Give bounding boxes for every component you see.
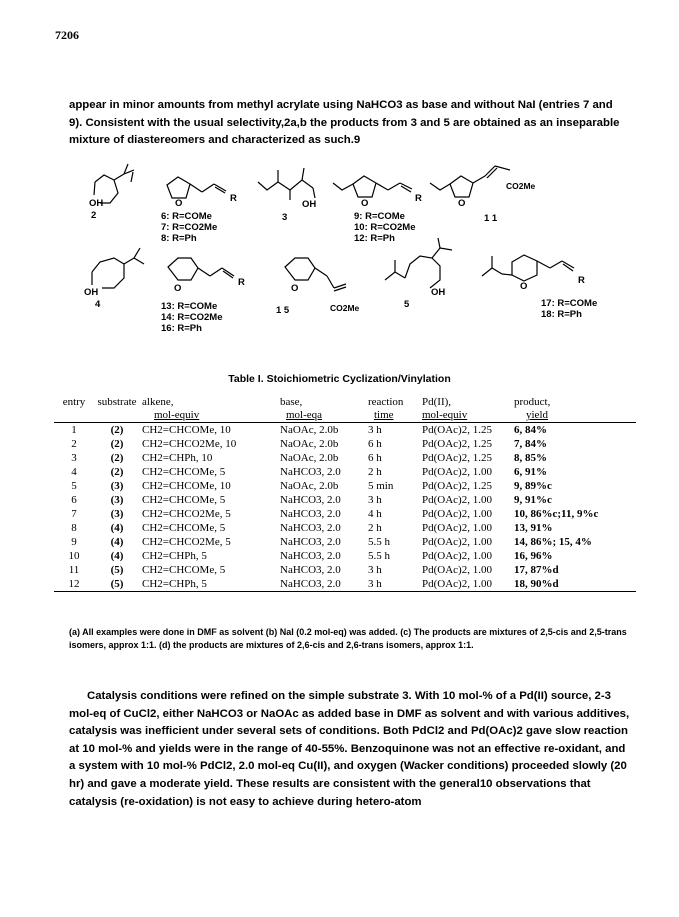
header-alkene: alkene, bbox=[142, 396, 174, 408]
header-product: product, bbox=[514, 396, 551, 408]
table-row: 1 (2) CH2=CHCOMe, 10 NaOAc, 2.0b 3 h Pd(OAc)2, 1.25 6, 84% bbox=[71, 424, 547, 436]
atom-r-17: R bbox=[578, 275, 585, 286]
results-table bbox=[54, 396, 636, 592]
atom-r-6: R bbox=[230, 193, 237, 204]
table-row: 6 (3) CH2=CHCOMe, 5 NaHCO3, 2.0 3 h Pd(OAc)2, 1.00 9, 91%c bbox=[71, 494, 552, 506]
label-13: 13: R=COMe bbox=[161, 301, 218, 312]
label-14: 14: R=CO2Me bbox=[161, 312, 223, 323]
atom-o-13: O bbox=[174, 283, 182, 294]
table-row: 4 (2) CH2=CHCOMe, 5 NaHCO3, 2.0 2 h Pd(OAc)2, 1.00 6, 91% bbox=[71, 466, 547, 478]
structure-6-8 bbox=[167, 177, 226, 198]
table-row: 3 (2) CH2=CHPh, 10 NaOAc, 2.0b 6 h Pd(OAc)2, 1.25 8, 85% bbox=[71, 452, 547, 464]
atom-oh-2: OH bbox=[89, 198, 104, 209]
table-row: 8 (4) CH2=CHCOMe, 5 NaHCO3, 2.0 2 h Pd(OAc)2, 1.00 13, 91% bbox=[71, 522, 553, 534]
atom-co2me-15: CO2Me bbox=[330, 303, 360, 313]
intro-paragraph: appear in minor amounts from methyl acrylate using NaHCO3 as base and without NaI (entries 7 and 9). Consistent with the usual selectivity,2a,b the products from 3 and 5 are obtained as an inseparable mixture of diastereomers and characterized as such.9 bbox=[69, 99, 620, 146]
atom-o-11: O bbox=[458, 198, 466, 209]
label-5: 5 bbox=[404, 299, 410, 310]
label-2: 2 bbox=[91, 210, 97, 221]
atom-o-17: O bbox=[520, 281, 528, 292]
atom-co2me-11: CO2Me bbox=[506, 181, 536, 191]
table-caption: Table I. Stoichiometric Cyclization/Vinylation bbox=[228, 373, 451, 385]
structure-4 bbox=[92, 248, 144, 288]
header-alkene-unit: mol-equiv bbox=[140, 409, 278, 423]
atom-o-6: O bbox=[175, 198, 183, 209]
label-12: 12: R=Ph bbox=[354, 233, 395, 244]
label-17: 17: R=COMe bbox=[541, 298, 598, 309]
table-footnotes: (a) All examples were done in DMF as solvent (b) NaI (0.2 mol-eq) was added. (c) The products are mixtures of 2,5-cis and 2,5-trans isomers, approx 1:1. (d) the products are mixtures of 2,6-cis and 2,6-trans isomers, approx 1:1. bbox=[69, 627, 627, 650]
label-16: 16: R=Ph bbox=[161, 323, 202, 334]
header-base-unit: mol-eqa bbox=[278, 409, 366, 423]
chemical-structures bbox=[0, 160, 679, 370]
structure-5 bbox=[385, 238, 452, 288]
label-10: 10: R=CO2Me bbox=[354, 222, 416, 233]
atom-oh-5: OH bbox=[431, 287, 446, 298]
header-base: base, bbox=[280, 396, 303, 408]
atom-oh-3: OH bbox=[302, 199, 317, 210]
table-row: 9 (4) CH2=CHCO2Me, 5 NaHCO3, 2.0 5.5 h Pd(OAc)2, 1.00 14, 86%; 15, 4% bbox=[71, 536, 592, 548]
structure-11 bbox=[430, 166, 510, 197]
header-pd: Pd(II), bbox=[422, 396, 452, 408]
table-row: 11 (5) CH2=CHCOMe, 5 NaHCO3, 2.0 3 h Pd(OAc)2, 1.00 17, 87%d bbox=[68, 564, 559, 576]
atom-r-13: R bbox=[238, 277, 245, 288]
structure-17-18 bbox=[482, 255, 574, 281]
atom-oh-4: OH bbox=[84, 287, 99, 298]
body-paragraph-text: Catalysis conditions were refined on the simple substrate 3. With 10 mol-% of a Pd(II) source, 2-3 mol-eq of CuCl2, either NaHCO3 or NaOAc as added base in DMF as solvent and with various additives, catalysis was inefficient under several sets of conditions. Both PdCl2 and Pd(OAc)2 gave slow reaction at 10 mol-% and yields were in the range of 40-55%. Benzoquinone was not an effective re-oxidant, and a system with 10 mol-% PdCl2, 2.0 mol-eq Cu(II), and oxygen (Wacker conditions) proceeded slowly (20 hr) and gave a moderate yield. These results are consistent with the general10 observations that catalysis (re-oxidation) is not easy to achieve during hetero-atom bbox=[69, 690, 630, 808]
structure-3 bbox=[258, 168, 315, 200]
label-3: 3 bbox=[282, 212, 288, 223]
header-product-unit: yield bbox=[512, 409, 636, 423]
label-4: 4 bbox=[95, 299, 101, 310]
label-6: 6: R=COMe bbox=[161, 211, 212, 222]
structure-13-16 bbox=[168, 258, 234, 280]
label-9: 9: R=COMe bbox=[354, 211, 405, 222]
atom-r-9: R bbox=[415, 193, 422, 204]
atom-o-15: O bbox=[291, 283, 299, 294]
body-paragraph bbox=[69, 688, 634, 811]
label-8: 8: R=Ph bbox=[161, 233, 197, 244]
header-pd-unit: mol-equiv bbox=[420, 409, 512, 423]
label-11: 1 1 bbox=[484, 213, 498, 224]
table-row: 5 (3) CH2=CHCOMe, 10 NaOAc, 2.0b 5 min Pd(OAc)2, 1.25 9, 89%c bbox=[71, 480, 552, 492]
table-row: 7 (3) CH2=CHCO2Me, 5 NaHCO3, 2.0 4 h Pd(OAc)2, 1.00 10, 86%c;11, 9%c bbox=[71, 508, 599, 520]
table-row: 2 (2) CH2=CHCO2Me, 10 NaOAc, 2.0b 6 h Pd(OAc)2, 1.25 7, 84% bbox=[71, 438, 547, 450]
header-time: reaction bbox=[368, 396, 404, 408]
table-row: 12 (5) CH2=CHPh, 5 NaHCO3, 2.0 3 h Pd(OAc)2, 1.00 18, 90%d bbox=[54, 577, 636, 592]
page-number: 7206 bbox=[55, 28, 79, 42]
header-entry: entry bbox=[62, 396, 86, 408]
structure-9-12 bbox=[333, 176, 412, 197]
label-7: 7: R=CO2Me bbox=[161, 222, 218, 233]
table-row: 10 (4) CH2=CHPh, 5 NaHCO3, 2.0 5.5 h Pd(OAc)2, 1.00 16, 96% bbox=[68, 550, 553, 562]
header-substrate: substrate bbox=[97, 396, 137, 408]
atom-o-9: O bbox=[361, 198, 369, 209]
label-18: 18: R=Ph bbox=[541, 309, 582, 320]
label-15: 1 5 bbox=[276, 305, 290, 316]
header-time-unit: time bbox=[366, 409, 420, 423]
